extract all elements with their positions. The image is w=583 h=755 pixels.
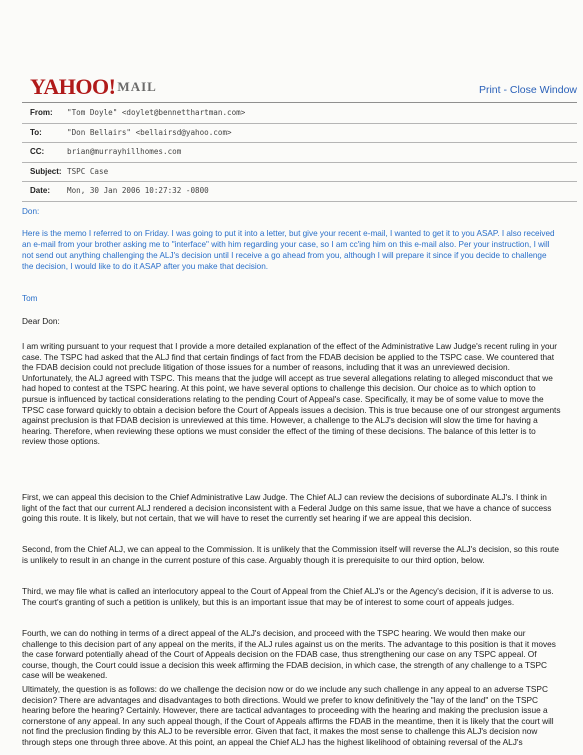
memo-paragraph-5: Fourth, we can do nothing in terms of a direct appeal of the ALJ's decision, and proceed with the TSPC hearing. We would then make our challenge to this decision part of any appeal on the merits, if the ALJ rules against us on the merits. The advantage to this position is that it moves the case forward potentially ahead of the Court of Appeals decision on the FDAB case, thus strengthening our case on any TSPC appeal. Of course, though, the Court could issue a decision this week affirming the FDAB decision, in which case, the strength of any challenge to a TSPC case will be weakened. — [22, 628, 556, 681]
to-label: To: — [30, 127, 42, 137]
email-greeting: Don: — [22, 207, 40, 216]
logo-sub: MAIL — [117, 79, 157, 94]
logo-text: YAHOO! — [30, 74, 116, 99]
cc-label: CC: — [30, 147, 45, 157]
email-signature: Tom — [22, 294, 38, 303]
yahoo-mail-logo — [30, 74, 157, 100]
print-link[interactable]: Print — [478, 84, 501, 96]
memo-paragraph-1: I am writing pursuant to your request that I provide a more detailed explanation of the effect of the Administrative Law Judge's recent ruling in your case. The TSPC had asked that the ALJ find that certain findings of fact from the FDAB decision be applied to the TSPC case. We countered that the FDAB decision could not preclude litigation of those issues for a number of reasons, including that it was an unreviewed decision. Unfortunately, the ALJ agreed with TSPC. This means that the judge will accept as true several allegations relating to alleged misconduct that we had hoped to contest at the TSPC hearing. At this point, we have several options to challenge this decision. Our choice as to which option to pursue is influenced by tactical considerations relating to the pending Court of Appeal's case. Specifically, it may be of some value to move the TPSC case forward quickly to obtain a decision before the Court of Appeals issues a decision. This is true because one of our strongest arguments against preclusion is that FDAB decision is unreviewed at this time. However, a challenge to the ALJ's decision will slow the time for having a hearing. Therefore, when reviewing these options we must consider the effect of the timing of these decisions. The balance of this letter is to review those options. — [22, 341, 561, 447]
memo-paragraph-3: Second, from the Chief ALJ, we can appeal to the Commission. It is unlikely that the Commission itself will reverse the ALJ's decision, so this route is unlikely to result in an change in the current posture of this case. Arguably though it is prerequisite to our third option, below. — [22, 544, 559, 565]
memo-greeting: Dear Don: — [22, 316, 60, 326]
link-separator: - — [500, 84, 510, 96]
subject-label: Subject: — [30, 166, 62, 176]
from-row — [22, 104, 577, 124]
date-label: Date: — [30, 186, 51, 196]
header-divider — [22, 102, 577, 103]
subject-value: TSPC Case — [67, 166, 109, 176]
memo-paragraph-4: Third, we may file what is called an interlocutory appeal to the Court of Appeal from the Chief ALJ's or the Agency's decision, if it is adverse to us. The court's granting of such a petition is unlikely, but this is an important issue that may be of interest to some court of appeals judges. — [22, 586, 554, 607]
memo-paragraph-6: Ultimately, the question is as follows: do we challenge the decision now or do we include any such challenge in any appeal to an adverse TSPC decision? There are advantages and disadvantages to both directions. Would we prefer to know definitively the "lay of the land" on the TSPC hearing before the hearing? Certainly. However, there are tactical advantages to proceeding with the hearing and making the preclusion issue a cornerstone of any appeal. In any such appeal though, if the Court of Appeals affirms the FDAB in the meantime, then it is likely that the court will not find the preclusion finding by this ALJ to be reversible error. Given that fact, it makes the most sense to challenge this ALJ's decision now through steps one through three above. At this point, an appeal the Chief ALJ has the highest likelihood of obtaining reversal of the ALJ's — [22, 684, 554, 747]
from-value: "Tom Doyle" <doylet@bennetthartman.com> — [67, 108, 246, 117]
message-header-fields — [22, 104, 577, 202]
email-header — [22, 74, 577, 104]
email-intro: Here is the memo I referred to on Friday. I was going to put it into a letter, but give your recent e-mail, I wanted to get it to you ASAP. I also received an e-mail from your brother asking me to "interface" with him regarding your case, so I am cc'ing him on this e-mail also. Per your instruction, I will not send out anything challenging the ALJ's decision until I receive a go ahead from you, although I will prepare it since if you decide to challenge the decision, I would like to do it ASAP after you make that decision. — [22, 229, 555, 271]
cc-row — [22, 143, 577, 163]
from-label: From: — [30, 108, 53, 117]
memo-paragraph-2: First, we can appeal this decision to the Chief Administrative Law Judge. The Chief ALJ can review the decisions of subordinate ALJ's. I think in light of the fact that our current ALJ rendered a decision inconsistent with a Federal Judge on this same issue, that we have a chance of success going this route. It is likely, but not certain, that we will have to reset the currently set hearing if we are appeal this decision. — [22, 492, 552, 524]
close-window-link[interactable]: Close Window — [509, 84, 577, 96]
cc-value: brian@murrayhillhomes.com — [67, 147, 182, 157]
date-row — [22, 182, 577, 202]
to-value: "Don Bellairs" <bellairsd@yahoo.com> — [67, 127, 232, 137]
date-value: Mon, 30 Jan 2006 10:27:32 -0800 — [67, 186, 209, 196]
to-row — [22, 124, 577, 144]
subject-row — [22, 163, 577, 183]
print-close-links — [479, 84, 577, 96]
